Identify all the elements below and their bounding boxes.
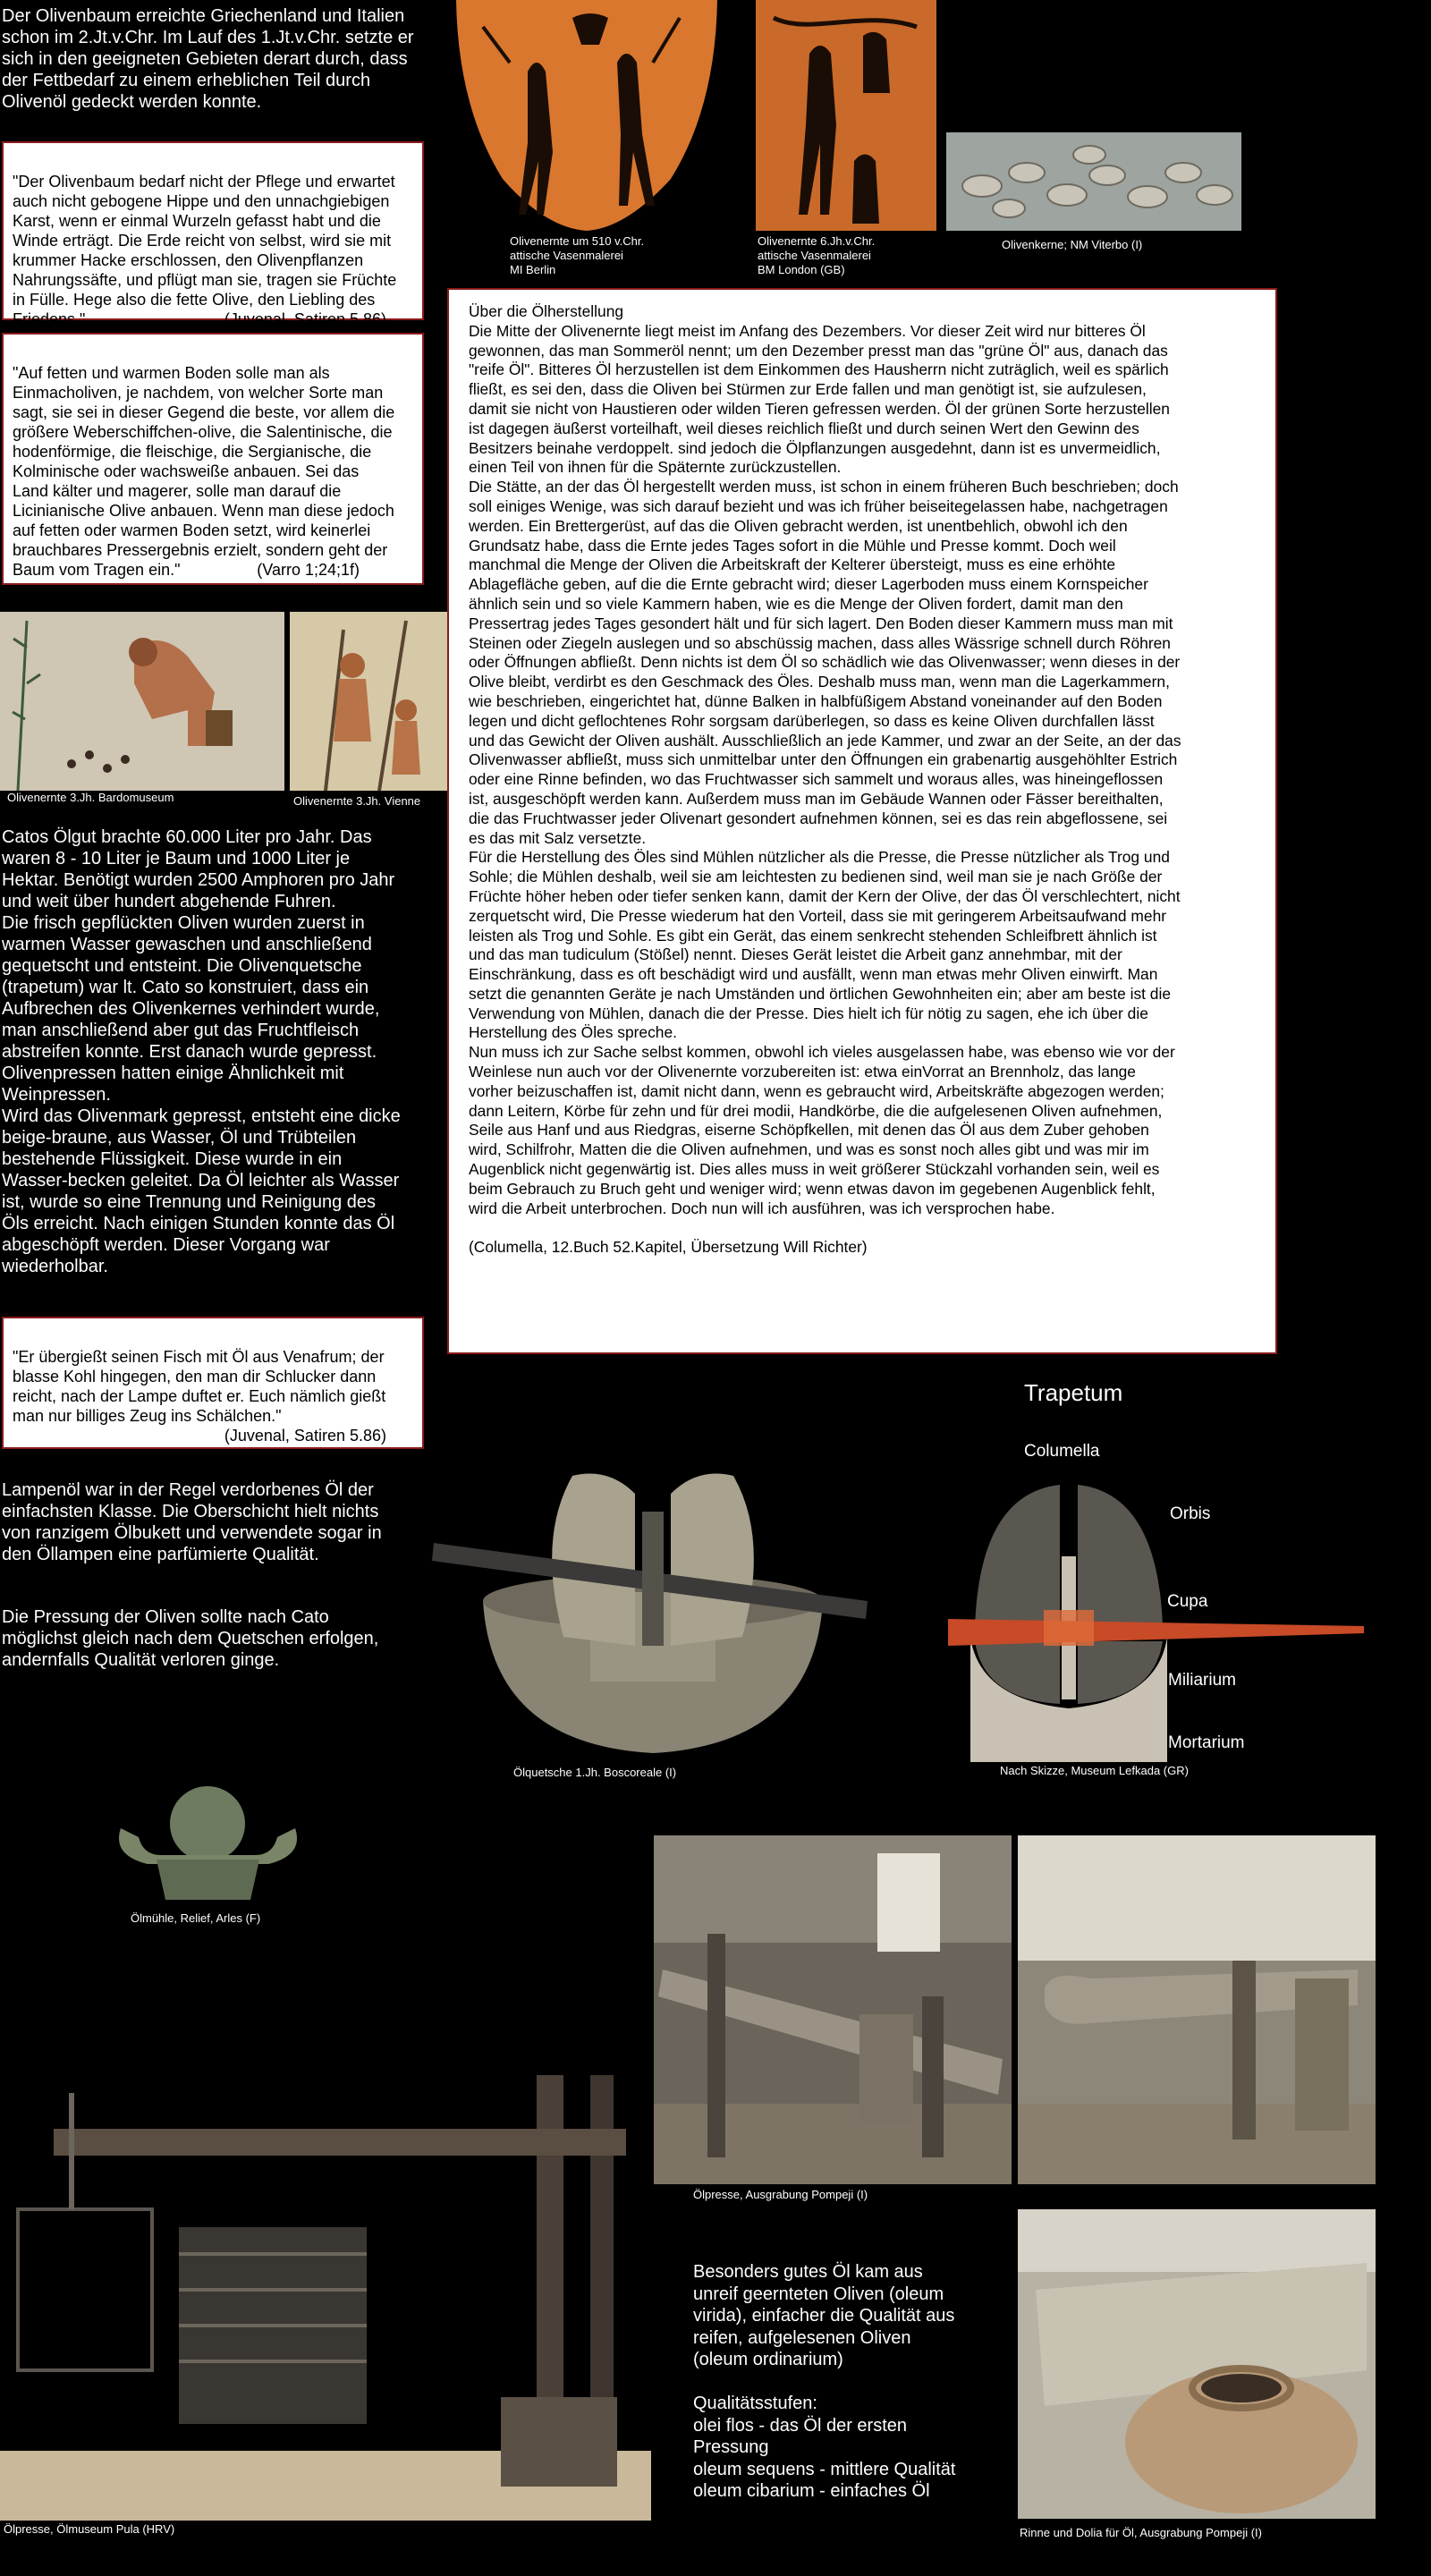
mosaic-image-bardo — [0, 612, 284, 791]
caption-olive-crusher: Ölquetsche 1.Jh. Boscoreale (I) — [513, 1766, 677, 1779]
columella-source: (Columella, 12.Buch 52.Kapitel, Übersetzung Will Richter) — [469, 1238, 868, 1257]
quote-juvenal-fisch — [2, 1317, 424, 1449]
columella-paragraph: Nun muss ich zur Sache selbst kommen, obwohl ich vieles ausgelassen habe, was ebenso wie vor der Weinlese nun auch vor der Olivenernte vorzubereiten ist: etwa einVorrat an Brennholz, das lange vorher beizuschaffen ist, damit nicht dann, wenn es gebraucht wird, Arbeitskräfte abgezogen werden; dann Leitern, Körbe für zehn und für drei modii, Handkörbe, die die aufgelesenen Oliven aufnehmen, Seile aus Hanf und aus Riedgras, eiserne Schöpfkellen, mit denen das Öl aus dem Zuber gehoben wird, Schilfrohr, Matten die die Oliven aufnehmen, und was es sonst noch alles gibt und was mir im Augenblick nicht gegenwärtig ist. Dies alles muss in weit größerer Stückzahl vorhanden sein, weil es beim Gebrauch zu Bruch geht und weniger wird; wenn etwas davon im gegebenen Augenblick fehlt, wird die Arbeit unterbrochen. Doch nun will ich ausführen, was ich versprochen habe. — [469, 1043, 1175, 1217]
quality-text: Besonders gutes Öl kam aus unreif geernteten Oliven (oleum virida), einfacher die Qualität aus reifen, aufgelesenen Oliven (oleum ordinarium) Qualitätsstufen: olei flos - das Öl der ersten Pressung oleum sequens - mittlere Qualität oleum cibarium - einfaches Öl — [693, 2262, 956, 2501]
intro-text: Der Olivenbaum erreichte Griechenland und Italien schon im 2.Jt.v.Chr. Im Lauf des 1.Jt.v.Chr. setzte er sich in den geeigneten Gebieten derart durch, dass der Fettbedarf zu einem erheblichen Teil durch Olivenöl gedeckt werden konnte. — [2, 6, 414, 112]
dolia-image — [1018, 2209, 1376, 2519]
vase-image-london — [756, 0, 936, 231]
quote-juvenal-olive — [2, 141, 424, 328]
quote-varro — [2, 333, 424, 585]
lampenoel-text: Lampenöl war in der Regel verdorbenes Öl der einfachsten Klasse. Die Oberschicht hielt nichts von ranzigem Ölbukett und verwendete sogar in den Öllampen eine parfümierte Qualität. — [2, 1480, 382, 1564]
trapetum-label-orbis: Orbis — [1170, 1504, 1211, 1523]
caption-trapetum-sketch: Nach Skizze, Museum Lefkada (GR) — [1000, 1764, 1189, 1777]
pressung-text: Die Pressung der Oliven sollte nach Cato möglichst gleich nach dem Quetschen erfolgen, andernfalls Qualität verloren ginge. — [2, 1607, 379, 1670]
quote-source: (Juvenal, Satiren 5.86) — [224, 1427, 386, 1445]
quote-text: "Er übergießt seinen Fisch mit Öl aus Venafrum; der blasse Kohl hingegen, den man dir Schlucker dann reicht, nach der Lampe duftet er. Euch nämlich gießt man nur billiges Zeug ins Schälchen." — [13, 1348, 386, 1425]
quote-source: (Varro 1;24;1f) — [257, 561, 360, 579]
columella-paragraph: Die Stätte, an der das Öl hergestellt werden muss, ist schon in einem früheren Buch beschrieben; doch soll einiges Wenige, was sich darauf bezieht und was ich früher beiseitegelassen habe, nachgetragen werden. Ein Brettergerüst, auf das die Oliven gebracht werden, ist unentbehlich, obwohl ich den Grundsatz habe, dass die Ernte jedes Tages sofort in die Mühle und Presse kommt. Doch weil manchmal die Menge der Oliven die Arbeitskraft der Kelterer übersteigt, muss es eine erhöhte Ablagefläche geben, auf die die Ernte gebracht wird; dieser Lagerboden muss einem Kornspeicher ähnlich sein und so viele Kammern haben, wie es die Menge der Oliven fordert, damit man den Pressertrag jedes Tages gesondert hält und für sich lagert. Den Boden dieser Kammern muss man mit Steinen oder Ziegeln auslegen und so abschüssig machen, dass alles Wässrige schnell durch Röhren oder Öffnungen abfließt. Denn nichts ist dem Öl so schädlich wie das Olivenwasser; wenn dieses in der Olive bleibt, verdirbt es den Geschmack des Öles. Deshalb muss man, wenn man die Lagerkammern, wie beschrieben, eingerichtet hat, dünne Balken in halbfüßigem Abstand voneinander auf den Boden legen und dicht geflochtenes Rohr sorgsam darüberlegen, so dass es keine Oliven durchfallen lässt und das Gewicht der Oliven aushält. Ausschließlich an jede Kammer, und zwar an der Seite, an der das Olivenwasser abfließt, muss sich unmittelbar unter den Öffnungen ein grabenartig ausgehöhlter Estrich oder eine Rinne befinden, wo das Fruchtwasser sich sammelt und woraus alles, was hineingeflossen ist, ausgeschöpft werden kann. Außerdem muss man im Gebäude Wannen oder Fässer bereithalten, die das Fruchtwasser jeder Olivenart gesondert aufnehmen können, sei es das rein abgeflossene, sei es das mit Salz versetzte. — [469, 478, 1181, 847]
columella-paragraph: Die Mitte der Olivenernte liegt meist im Anfang des Dezembers. Vor dieser Zeit wird nur bitteres Öl gewonnen, das man Sommeröl nennt; um den Dezember presst man das "grüne Öl" aus, danach das "reife Öl". Bitteres Öl herzustellen ist dem Einkommen des Hausherrn nicht zuträglich, weil es spärlich fließt, es sei den, dass die Oliven bei Stürmen zur Erde fallen und man genötigt ist, sie aufzulesen, damit sie nicht von Haustieren oder wilden Tieren gefressen werden. Öl der grünen Sorte herzustellen ist dagegen äußerst vorteilhaft, weil dieses reichlich fließt und durch seinen Wert den Gewinn des Besitzers beinahe verdoppelt. sind jedoch die Ölpflanzungen ausgedehnt, dann ist es unvermeidlich, einen Teil von ihnen für die Späternte zurückzustellen. — [469, 321, 1170, 477]
trapetum-label-mortarium: Mortarium — [1168, 1733, 1245, 1752]
columella-text-box — [447, 288, 1277, 1354]
cato-text: Catos Ölgut brachte 60.000 Liter pro Jahr. Das waren 8 - 10 Liter je Baum und 1000 Liter je Hektar. Benötigt wurden 2500 Amphoren pro Jahr und weit über hundert abgehende Fuhren. Die frisch gepflückten Oliven wurden zuerst in warmen Wasser gewaschen und anschließend gequetscht und entsteint. Die Olivenquetsche (trapetum) war lt. Cato so konstruiert, dass ein Aufbrechen des Olivenkernes verhindert wurde, man anschließend aber gut das Fruchtfleisch abstreifen konnte. Erst danach wurde gepresst. Olivenpressen hatten einige Ähnlichkeit mit Weinpressen. Wird das Olivenmark gepresst, entsteht eine dicke beige-braune, aus Wasser, Öl und Trübteilen bestehende Flüssigkeit. Diese wurde in ein Wasser-becken geleitet. Da Öl leichter als Wasser ist, wurde so eine Trennung und Reinigung des Öls erreicht. Nach einigen Stunden konnte das Öl abgeschöpft werden. Dieser Vorgang war wiederholbar. — [2, 827, 401, 1276]
trapetum-label-miliarium: Miliarium — [1168, 1671, 1236, 1690]
oil-mill-relief-image — [103, 1775, 313, 1905]
caption-vase-london: Olivenernte 6.Jh.v.Chr. attische Vasenmalerei BM London (GB) — [758, 234, 876, 276]
caption-oil-mill-relief: Ölmühle, Relief, Arles (F) — [131, 1911, 261, 1925]
quote-text: "Auf fetten und warmen Boden solle man als Einmacholiven, je nachdem, von welcher Sorte man sagt, sie sei in dieser Gegend die beste, vor allem die größere Weberschiffchen-olive, die Salentinische, die hodenförmige, die fleischige, die Sergianische, die Kolminische oder wachsweiße anbauen. Sei das Land kälter und magerer, solle man darauf die Licinianische Olive anbauen. Wenn man diese jedoch auf fetten oder warmen Boden setzt, wird keinerlei brauchbares Pressergebnis erzielt, sondern geht der Baum vom Tragen ein." — [13, 364, 395, 579]
caption-olive-pits: Olivenkerne; NM Viterbo (I) — [1002, 238, 1143, 251]
caption-oil-press-pompeji: Ölpresse, Ausgrabung Pompeji (I) — [693, 2188, 868, 2201]
caption-mosaic-bardo: Olivenernte 3.Jh. Bardomuseum — [7, 791, 174, 804]
trapetum-diagram — [944, 1476, 1373, 1762]
mosaic-image-vienne — [290, 612, 447, 791]
vase-image-berlin — [447, 0, 726, 231]
quote-text: "Der Olivenbaum bedarf nicht der Pflege und erwartet auch nicht gebogene Hippe und den unnachgiebigen Karst, wenn er einmal Wurzeln gefasst habt und die Winde erträgt. Die Erde reicht von selbst, wird sie mit krummer Hacke erschlossen, den Olivenpflanzen Nahrungssäfte, und pflügt man sie, tragen sie Früchte in Fülle. Hege also die fette Olive, den Liebling des Friedens." — [13, 173, 397, 328]
trapetum-label-columella: Columella — [1024, 1442, 1100, 1461]
oil-press-pompeji-image-1 — [654, 1835, 1012, 2184]
columella-heading: Über die Ölherstellung — [469, 302, 624, 320]
olive-pits-image — [946, 132, 1241, 231]
oil-press-pompeji-image-2 — [1018, 1835, 1376, 2184]
trapetum-label-cupa: Cupa — [1167, 1592, 1208, 1611]
caption-mosaic-vienne: Olivenernte 3.Jh. Vienne — [293, 794, 421, 808]
trapetum-title: Trapetum — [1024, 1379, 1123, 1406]
oil-press-pula-image — [0, 2075, 651, 2521]
caption-vase-berlin: Olivenernte um 510 v.Chr. attische Vasenmalerei MI Berlin — [510, 234, 645, 276]
caption-dolia: Rinne und Dolia für Öl, Ausgrabung Pompeji (I) — [1020, 2526, 1262, 2539]
olive-crusher-image — [429, 1458, 876, 1762]
caption-oil-press-pula: Ölpresse, Ölmuseum Pula (HRV) — [4, 2522, 175, 2536]
columella-paragraph: Für die Herstellung des Öles sind Mühlen nützlicher als die Presse, die Presse nützlicher als Trog und Sohle; die Mühlen deshalb, weil sie am leichtesten zu bedienen sind, weil man sie je nach Größe der Früchte höher heben oder tiefer senken kann, damit der Kern der Olive, der das Öl verschlechtert, nicht zerquetscht wird, Die Presse wiederum hat den Vorteil, dass sie mit geringerem Arbeitsaufwand mehr leisten als Trog und Sohle. Es gibt ein Gerät, das einem senkrecht stehenden Schleifbrett ähnlich ist und das man tudiculum (Stößel) nennt. Dieses Gerät leistet die Arbeit ganz annehmbar, mit der Einschränkung, dass es oft beschädigt wird und ausfällt, wenn man etwas mehr Oliven einwirft. Man setzt die genannten Geräte je nach Umständen und örtlichen Gewohnheiten ein; aber am beste ist die Verwendung von Mühlen, danach die der Presse. Dies hielt ich für nötig zu sagen, ehe ich über die Herstellung des Öles spreche. — [469, 848, 1181, 1042]
quote-source: (Juvenal, Satiren 5.86) — [224, 310, 386, 328]
